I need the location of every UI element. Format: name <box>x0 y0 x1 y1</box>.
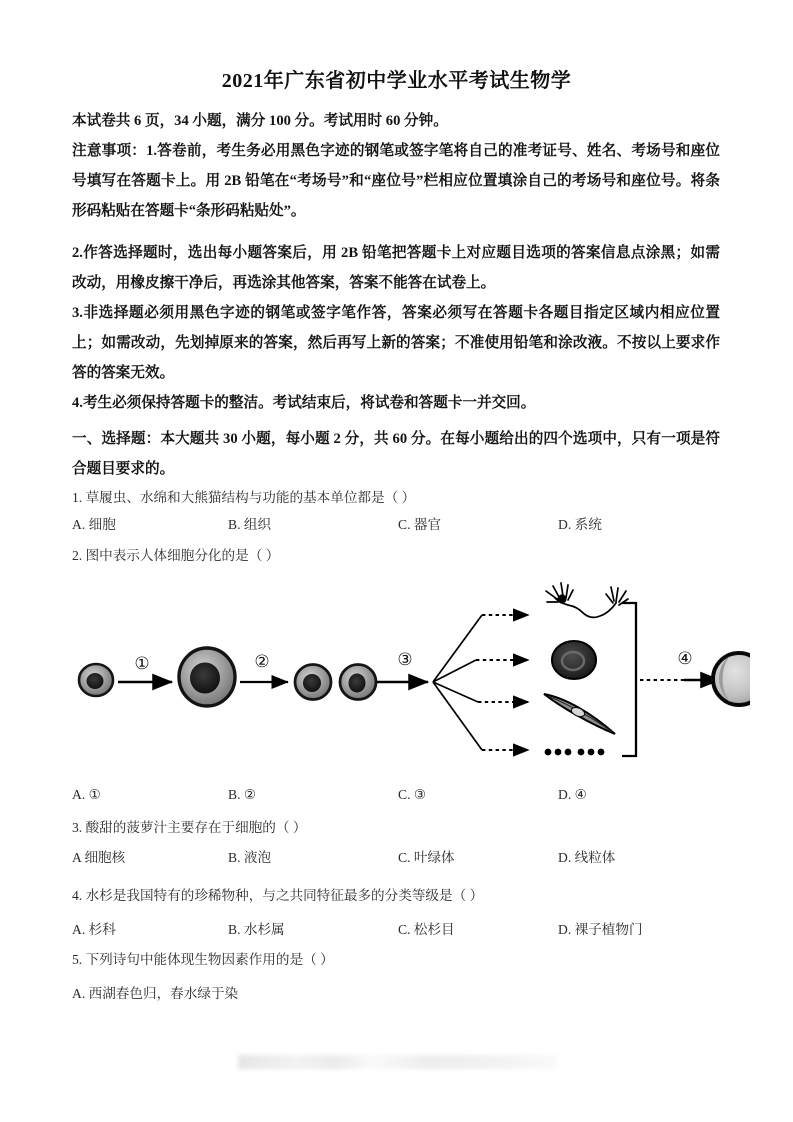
svg-text:③: ③ <box>397 650 413 669</box>
option-b[interactable]: B. 水杉属 <box>228 922 285 937</box>
option-d[interactable]: D. ④ <box>558 787 587 802</box>
question-3-options <box>72 846 732 866</box>
option-d[interactable]: D. 裸子植物门 <box>558 922 643 937</box>
option-d[interactable]: D. 系统 <box>558 517 602 532</box>
option-b[interactable]: B. 组织 <box>228 517 272 532</box>
red-blood-cell <box>552 641 596 679</box>
notice-paragraph-4: 4.考生必须保持答题卡的整洁。考试结束后，将试卷和答题卡一并交回。 <box>72 395 536 411</box>
option-a[interactable]: A. 细胞 <box>72 517 116 532</box>
option-c[interactable]: C. 松杉目 <box>398 922 455 937</box>
svg-text:①: ① <box>134 654 150 673</box>
cell-stage-1 <box>79 664 113 696</box>
question-5-options <box>72 982 732 1002</box>
page-title: 2021年广东省初中学业水平考试生物学 <box>221 70 572 92</box>
question-5-stem: 5. 下列诗句中能体现生物因素作用的是（ ） <box>72 952 334 967</box>
question-1-stem: 1. 草履虫、水绵和大熊猫结构与功能的基本单位都是（ ） <box>72 490 416 505</box>
option-a[interactable]: A. 杉科 <box>72 922 116 937</box>
muscle-cell <box>544 694 615 734</box>
notice-paragraph-1: 注意事项：1.答卷前，考生务必用黑色字迹的钢笔或签字笔将自己的准考证号、姓名、考场号和座位号填写在答题卡上。用 2B 铅笔在“考场号”和“座位号”栏相应位置填涂自己的考场号和座位号。将条形码粘贴在答题卡“条形码粘贴处”。 <box>72 143 720 219</box>
notice-paragraph-2: 2.作答选择题时，选出每小题答案后，用 2B 铅笔把答题卡上对应题目选项的答案信息点涂黑；如需改动，用橡皮擦干净后，再选涂其他答案，答案不能答在试卷上。 <box>72 245 720 291</box>
svg-text:④: ④ <box>677 649 693 668</box>
cell-differentiation-figure <box>70 572 750 777</box>
question-2-stem: 2. 图中表示人体细胞分化的是（ ） <box>72 548 280 563</box>
option-b[interactable]: B. ② <box>228 787 257 802</box>
cell-stage-3a <box>295 665 331 700</box>
question-4-options <box>72 918 732 938</box>
ellipsis-dots <box>545 749 605 756</box>
differentiation-fan <box>433 615 482 750</box>
question-3-stem: 3. 酸甜的菠萝汁主要存在于细胞的（ ） <box>72 820 307 835</box>
nerve-cell <box>546 583 628 617</box>
question-4-stem: 4. 水杉是我国特有的珍稀物种，与之共同特征最多的分类等级是（ ） <box>72 888 484 903</box>
option-b[interactable]: B. 液泡 <box>228 850 272 865</box>
option-a[interactable]: A. ① <box>72 787 101 802</box>
section-heading: 一、选择题：本大题共 30 小题，每小题 2 分，共 60 分。在每小题给出的四个选项中，只有一项是符合题目要求的。 <box>72 431 720 477</box>
notice-paragraph-3: 3.非选择题必须用黑色字迹的钢笔或签字笔作答，答案必须写在答题卡各题目指定区域内相应位置上；如需改动，先划掉原来的答案，然后再写上新的答案；不准使用铅笔和涂改液。不按以上要求作答的答案无效。 <box>72 305 720 381</box>
option-c[interactable]: C. 叶绿体 <box>398 850 455 865</box>
question-2-options <box>72 787 732 807</box>
svg-text:②: ② <box>254 652 270 671</box>
intro-paragraph: 本试卷共 6 页，34 小题，满分 100 分。考试用时 60 分钟。 <box>72 113 448 129</box>
option-c[interactable]: C. 器官 <box>398 517 442 532</box>
option-d[interactable]: D. 线粒体 <box>558 850 616 865</box>
page-watermark <box>238 1055 558 1069</box>
option-a[interactable]: A 细胞核 <box>72 850 126 865</box>
cell-stage-2 <box>179 648 235 706</box>
question-1-options <box>72 513 732 533</box>
option-c[interactable]: C. ③ <box>398 787 427 802</box>
option-a[interactable]: A. 西湖春色归，春水绿于染 <box>72 986 239 1001</box>
grouping-bracket <box>622 603 636 756</box>
eyeball-organ <box>713 653 750 705</box>
cell-stage-3b <box>340 665 376 700</box>
